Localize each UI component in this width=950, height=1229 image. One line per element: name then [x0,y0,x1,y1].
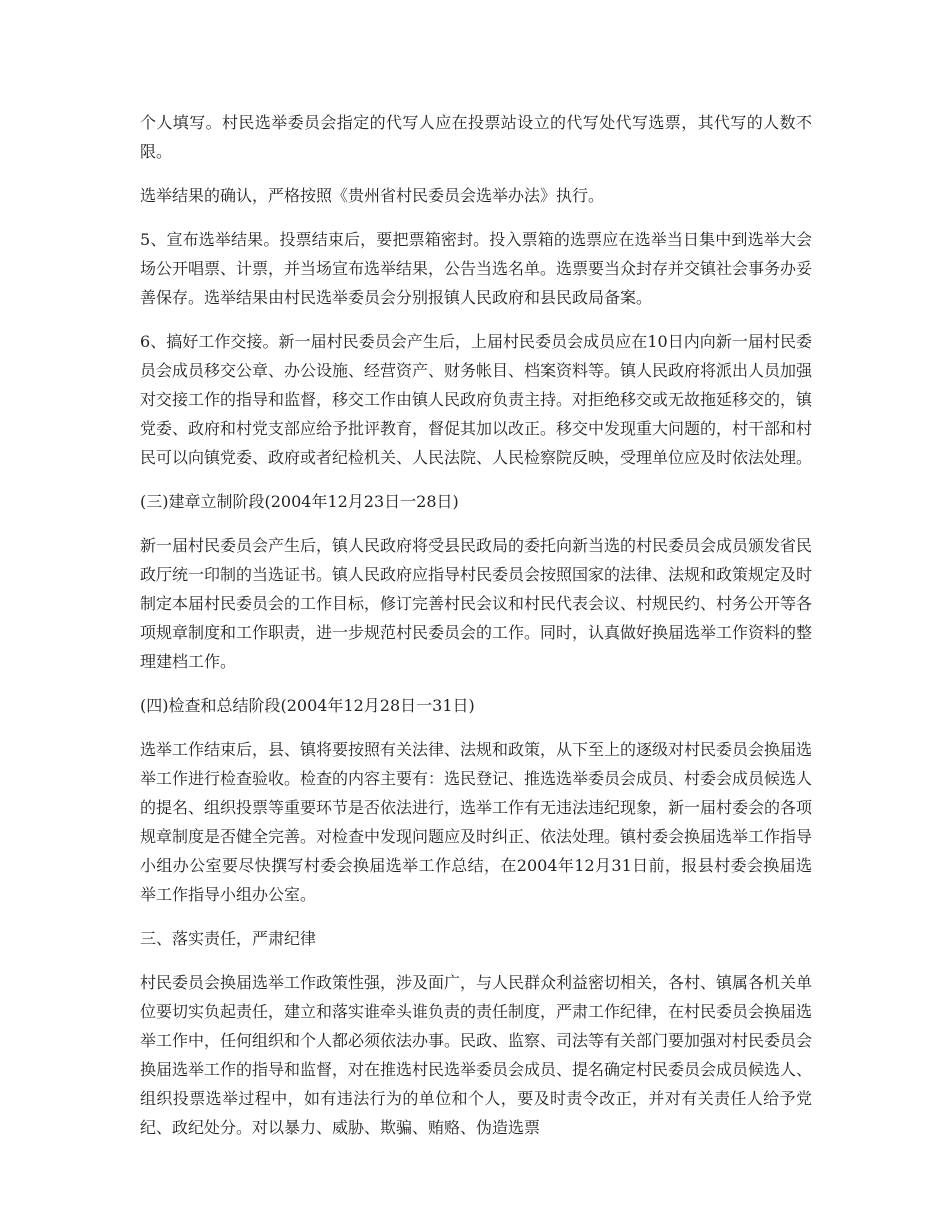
document-page [140,108,812,1157]
paragraph-stage-3-body: 新一届村民委员会产生后，镇人民政府将受县民政局的委托向新当选的村民委员会成员颁发省民政厅统一印制的当选证书。镇人民政府应指导村民委员会按照国家的法律、法规和政策规定及时制定本届村民委员会的工作目标，修订完善村民会议和村民代表会议、村规民约、村务公开等各项规章制度和工作职责，进一步规范村民委员会的工作。同时，认真做好换届选举工作资料的整理建档工作。 [140,536,813,671]
section-heading-stage-4: (四)检查和总结阶段(2004年12月28日一31日) [140,696,475,715]
paragraph-result-confirmation: 选举结果的确认，严格按照《贵州省村民委员会选举办法》执行。 [140,186,605,205]
paragraph-work-handover: 6、搞好工作交接。新一届村民委员会产生后，上届村民委员会成员应在10日内向新一届村民委员会成员移交公章、办公设施、经营资产、财务帐目、档案资料等。镇人民政府将派出人员加强对交接工作的指导和监督，移交工作由镇人民政府负责主持。对拒绝移交或无故拖延移交的，镇党委、政府和村党支部应给予批评教育，督促其加以改正。移交中发现重大问题的，村干部和村民可以向镇党委、政府或者纪检机关、人民法院、人民检察院反映，受理单位应及时依法处理。 [140,332,813,467]
paragraph-responsibility-body: 村民委员会换届选举工作政策性强，涉及面广，与人民群众利益密切相关，各村、镇属各机关单位要切实负起责任，建立和落实谁牵头谁负责的责任制度，严肃工作纪律，在村民委员会换届选举工作中，任何组织和个人都必须依法办事。民政、监察、司法等有关部门要加强对村民委员会换届选举工作的指导和监督，对在推选村民选举委员会成员、提名确定村民委员会成员候选人、组织投票选举过程中，如有违法行为的单位和个人，要及时责令改正，并对有关责任人给予党纪、政纪处分。对以暴力、威胁、欺骗、贿赂、伪造选票 [140,973,813,1137]
paragraph-announce-results: 5、宣布选举结果。投票结束后，要把票箱密封。投入票箱的选票应在选举当日集中到选举大会场公开唱票、计票，并当场宣布选举结果，公告当选名单。选票要当众封存并交镇社会事务办妥善保存。选举结果由村民选举委员会分别报镇人民政府和县民政局备案。 [140,230,813,307]
section-heading-stage-3: (三)建章立制阶段(2004年12月23日一28日) [140,492,459,511]
paragraph-proxy-writing: 个人填写。村民选举委员会指定的代写人应在投票站设立的代写处代写选票，其代写的人数不限。 [140,113,812,161]
paragraph-stage-4-body: 选举工作结束后，县、镇将要按照有关法律、法规和政策，从下至上的逐级对村民委员会换届选举工作进行检查验收。检查的内容主要有：选民登记、推选选举委员会成员、村委会成员候选人的提名、组织投票等重要环节是否依法进行，选举工作有无违法违纪现象，新一届村委会的各项规章制度是否健全完善。对检查中发现问题应及时纠正、依法处理。镇村委会换届选举工作指导小组办公室要尽快撰写村委会换届选举工作总结，在2004年12月31日前，报县村委会换届选举工作指导小组办公室。 [140,740,813,904]
section-heading-responsibility: 三、落实责任，严肃纪律 [140,929,317,948]
